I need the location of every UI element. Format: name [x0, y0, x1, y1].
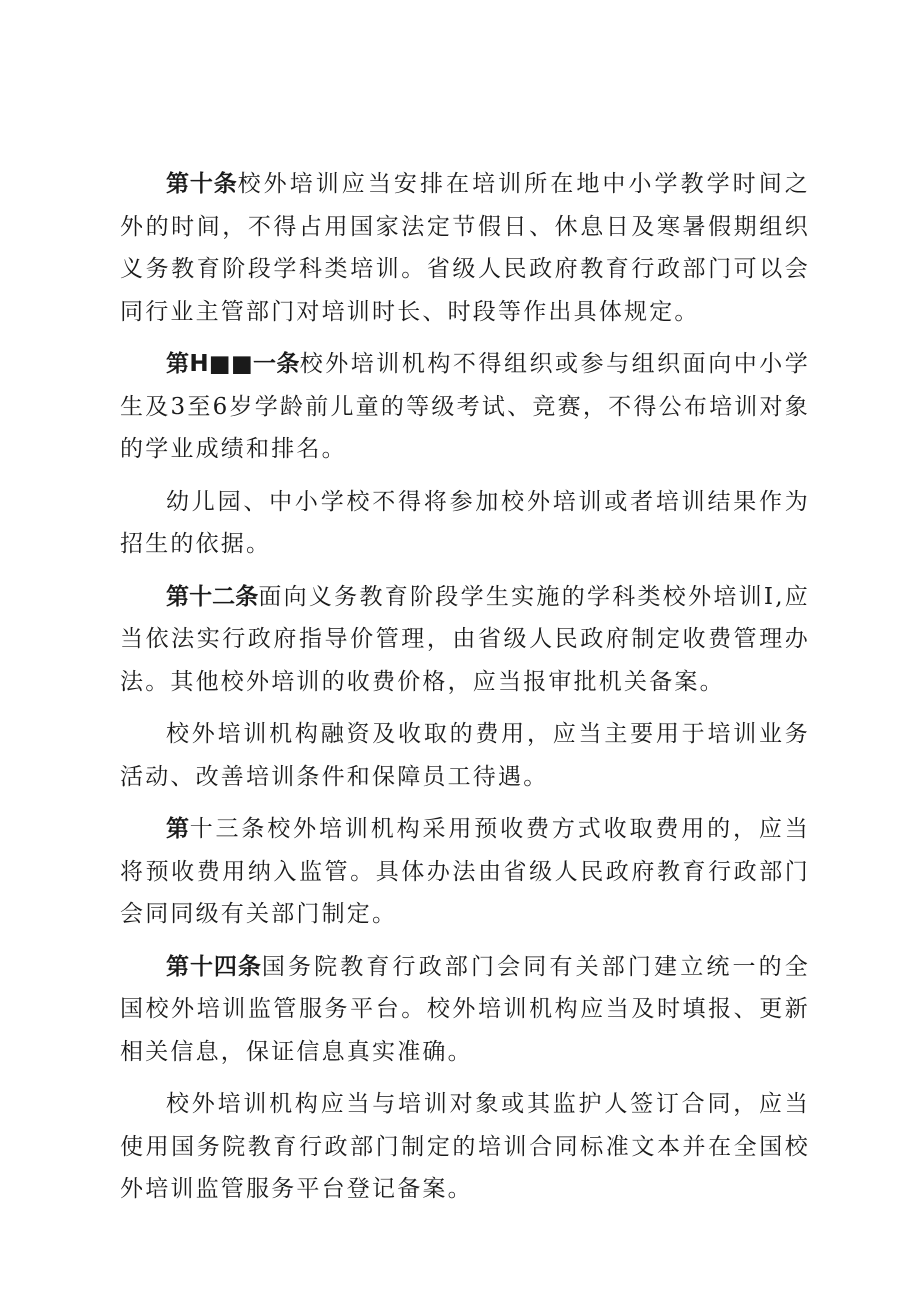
article-text: 校外培训机构不得组织或参与组织面向中小学生及3至6岁学龄前儿童的等级考试、竞赛，不得公布培训对象的学业成绩和排名。 [120, 351, 810, 462]
article-14-paragraph [120, 946, 810, 1074]
article-text: 国务院教育行政部门会同有关部门建立统一的全国校外培训监管服务平台。校外培训机构应当及时填报、更新相关信息，保证信息真实准确。 [120, 953, 811, 1065]
article-text: 十三条校外培训机构采用预收费方式收取费用的，应当将预收费用纳入监管。具体办法由省级人民政府教育行政部门会同同级有关部门制定。 [120, 816, 811, 927]
article-text: 幼儿园、中小学校不得将参加校外培训或者培训结果作为招生的依据。 [120, 488, 810, 557]
article-12-subparagraph [120, 713, 810, 798]
article-text: 校外培训应当安排在培训所在地中小学教学时间之外的时间，不得占用国家法定节假日、休息日及寒暑假期组织义务教育阶段学科类培训。省级人民政府教育行政部门可以会同行业主管部门对培训时长、时段等作出具体规定。 [120, 171, 810, 325]
article-14-subparagraph [120, 1083, 810, 1211]
article-label: 第 [166, 816, 190, 842]
article-11-subparagraph [120, 481, 810, 566]
article-text: 校外培训机构融资及收取的费用，应当主要用于培训业务活动、改善培训条件和保障员工待遇。 [120, 721, 810, 790]
article-12-paragraph [120, 576, 810, 704]
article-label: 第H■■一条 [166, 351, 300, 377]
article-text: 面向义务教育阶段学生实施的学科类校外培训I,应当依法实行政府指导价管理，由省级人民政府制定收费管理办法。其他校外培训的收费价格，应当报审批机关备案。 [120, 583, 811, 695]
article-13-paragraph [120, 808, 810, 936]
article-text: 校外培训机构应当与培训对象或其监护人签订合同，应当使用国务院教育行政部门制定的培训合同标准文本并在全国校外培训监管服务平台登记备案。 [120, 1091, 810, 1202]
article-label: 第十二条 [166, 583, 259, 610]
document-body [120, 163, 810, 1221]
article-label: 第十条 [166, 171, 238, 197]
article-label: 第十四条 [166, 953, 262, 980]
article-11-paragraph [120, 343, 810, 471]
article-10-paragraph [120, 163, 810, 333]
